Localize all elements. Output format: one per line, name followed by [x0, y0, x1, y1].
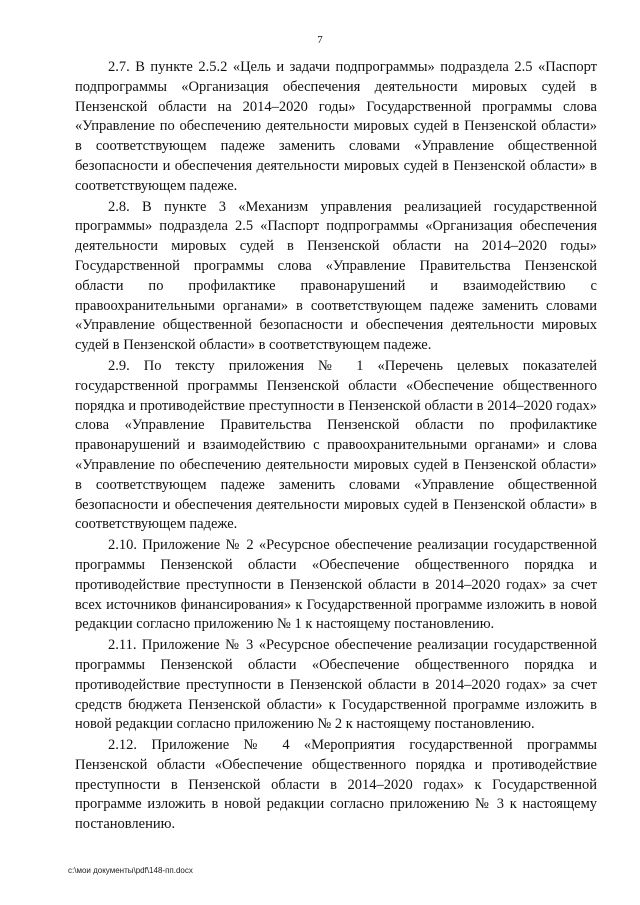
paragraph-2-10: 2.10. Приложение № 2 «Ресурсное обеспечение реализации государственной программы Пензенской области «Обеспечение общественного порядка и противодействие преступности в Пензенской области в 2014–2020 годах» за счет всех источников финансирования» к Государственной программе изложить в новой редакции согласно приложению № 1 к настоящему постановлению. — [75, 537, 597, 633]
paragraph-2-7: 2.7. В пункте 2.5.2 «Цель и задачи подпрограммы» подраздела 2.5 «Паспорт подпрограммы «Организация обеспечения деятельности мировых судей в Пензенской области на 2014–2020 годы» Государственной программы слова «Управление по обеспечению деятельности мировых судей в Пензенской области» в соответствующем падеже заменить словами «Управление общественной безопасности и обеспечения деятельности мировых судей в Пензенской области» в соответствующем падеже. — [75, 59, 597, 194]
paragraph-2-12: 2.12. Приложение № 4 «Мероприятия государственной программы Пензенской области «Обеспечение общественного порядка и противодействие преступности в Пензенской области в 2014–2020 годах» к Государственной программе изложить в новой редакции согласно приложению № 3 к настоящему постановлению. — [75, 737, 597, 833]
paragraph-2-9: 2.9. По тексту приложения № 1 «Перечень целевых показателей государственной программы Пензенской области «Обеспечение общественного порядка и противодействие преступности в Пензенской области в 2014–2020 годах» слова «Управление Правительства Пензенской области по профилактике правонарушений и взаимодействию с правоохранительными органами» и слова «Управление по обеспечению деятельности мировых судей в Пензенской области» в соответствующем падеже заменить словами «Управление общественной безопасности и обеспечения деятельности мировых судей в Пензенской области» в соответствующем падеже. — [75, 357, 597, 533]
footer-file-path: c:\мои документы\pdf\148-пп.docx — [68, 866, 193, 875]
paragraph-2-8: 2.8. В пункте 3 «Механизм управления реализацией государственной программы» подраздела 2.5 «Паспорт подпрограммы «Организация обеспечения деятельности мировых судей в Пензенской области на 2014–2020 годы» Государственной программы слова «Управление Правительства Пензенской области по профилактике правонарушений и взаимодействию с правоохранительными органами» в соответствующем падеже заменить словами «Управление общественной безопасности и обеспечения деятельности мировых судей в Пензенской области» в соответствующем падеже. — [75, 198, 597, 354]
page-number: 7 — [317, 34, 323, 46]
paragraph-2-11: 2.11. Приложение № 3 «Ресурсное обеспечение реализации государственной программы Пензенской области «Обеспечение общественного порядка и противодействие преступности в Пензенской области в 2014–2020 годах» за счет средств бюджета Пензенской области» к Государственной программе изложить в новой редакции согласно приложению № 2 к настоящему постановлению. — [75, 637, 597, 733]
document-body — [75, 58, 597, 836]
